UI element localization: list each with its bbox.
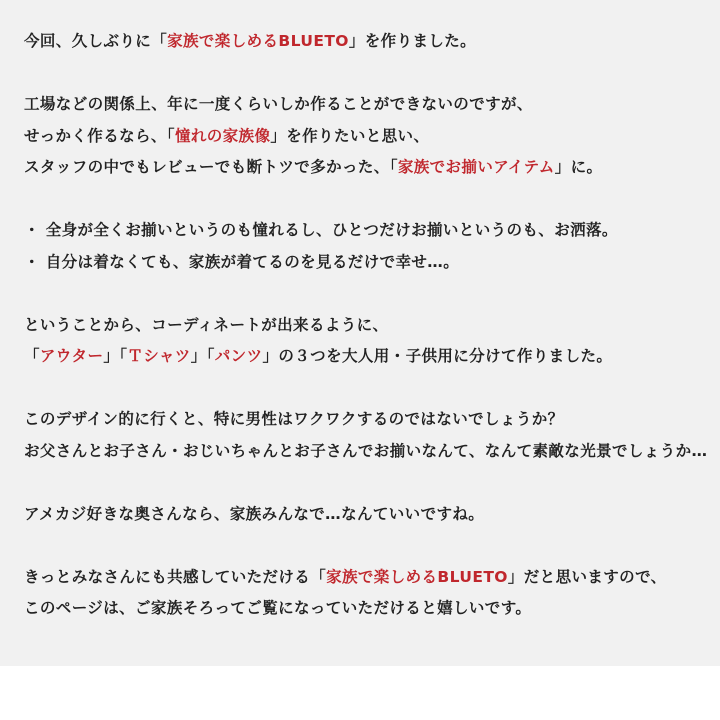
- text-line: [24, 121, 720, 153]
- highlighted-phrase: 家族で楽しめるBLUETO: [326, 567, 508, 586]
- text-line: [24, 247, 720, 279]
- paragraph: [24, 562, 720, 625]
- text-segment: このデザイン的に行くと、特に男性はワクワクするのではないでしょうか？: [24, 410, 564, 428]
- paragraph-gap: [24, 58, 720, 90]
- message-body: [24, 26, 720, 625]
- text-segment: 工場などの関係上、年に一度くらいしか作ることができないのですが、: [24, 95, 533, 113]
- text-line: [24, 310, 720, 342]
- text-line: [24, 152, 720, 184]
- text-segment: 「: [24, 347, 40, 365]
- text-segment: 」を作りたいと思い、: [270, 126, 430, 145]
- paragraph-gap: [24, 373, 720, 405]
- text-segment: スタッフの中でもレビューでも断トツで多かった、「: [24, 158, 398, 176]
- highlighted-phrase: パンツ: [214, 347, 263, 365]
- paragraph: [24, 215, 720, 278]
- highlighted-phrase: 家族でお揃いアイテム: [397, 158, 555, 176]
- paragraph-gap: [24, 530, 720, 562]
- text-segment: お父さんとお子さん・おじいちゃんとお子さんでお揃いなんて、なんて素敵な光景でしょうか…: [24, 441, 708, 460]
- paragraph: [24, 404, 720, 467]
- text-line: [24, 89, 720, 121]
- text-line: [24, 341, 720, 373]
- text-segment: きっとみなさんにも共感していただける「: [24, 567, 327, 586]
- text-segment: 」を作りました。: [348, 32, 477, 50]
- text-line: [24, 404, 720, 436]
- text-segment: アメカジ好きな奥さんなら、家族みんなで…なんていいですね。: [24, 504, 485, 523]
- text-segment: 今回、久しぶりに「: [24, 32, 168, 50]
- paragraph-gap: [24, 467, 720, 499]
- text-line: [24, 215, 720, 247]
- paragraph: [24, 26, 720, 58]
- text-segment: ということから、コーディネートが出来るように、: [24, 315, 389, 334]
- text-segment: 」だと思いますので、: [507, 567, 667, 586]
- paragraph: [24, 310, 720, 373]
- paragraph: [24, 499, 720, 531]
- text-line: [24, 593, 720, 625]
- text-segment: 」「: [190, 347, 215, 365]
- text-segment: ・ 自分は着なくても、家族が着てるのを見るだけで幸せ…。: [24, 252, 460, 271]
- paragraph-gap: [24, 184, 720, 216]
- text-segment: 」に。: [554, 158, 603, 176]
- highlighted-phrase: 家族で楽しめるBLUETO: [167, 32, 349, 50]
- text-line: [24, 499, 720, 531]
- highlighted-phrase: 憧れの家族像: [174, 126, 271, 145]
- text-line: [24, 436, 720, 468]
- text-segment: このページは、ご家族そろってご覧になっていただけると嬉しいです。: [24, 599, 532, 617]
- text-segment: ・ 全身が全くお揃いというのも憧れるし、ひとつだけお揃いというのも、お洒落。: [24, 221, 618, 239]
- text-segment: せっかく作るなら、「: [24, 126, 175, 145]
- text-segment: 」の３つを大人用・子供用に分けて作りました。: [262, 347, 613, 365]
- page-footer-blank: [0, 666, 720, 720]
- text-line: [24, 562, 720, 594]
- highlighted-phrase: Ｔシャツ: [127, 347, 191, 365]
- paragraph: [24, 89, 720, 184]
- paragraph-gap: [24, 278, 720, 310]
- highlighted-phrase: アウター: [39, 347, 104, 365]
- text-line: [24, 26, 720, 58]
- text-segment: 」「: [103, 347, 128, 365]
